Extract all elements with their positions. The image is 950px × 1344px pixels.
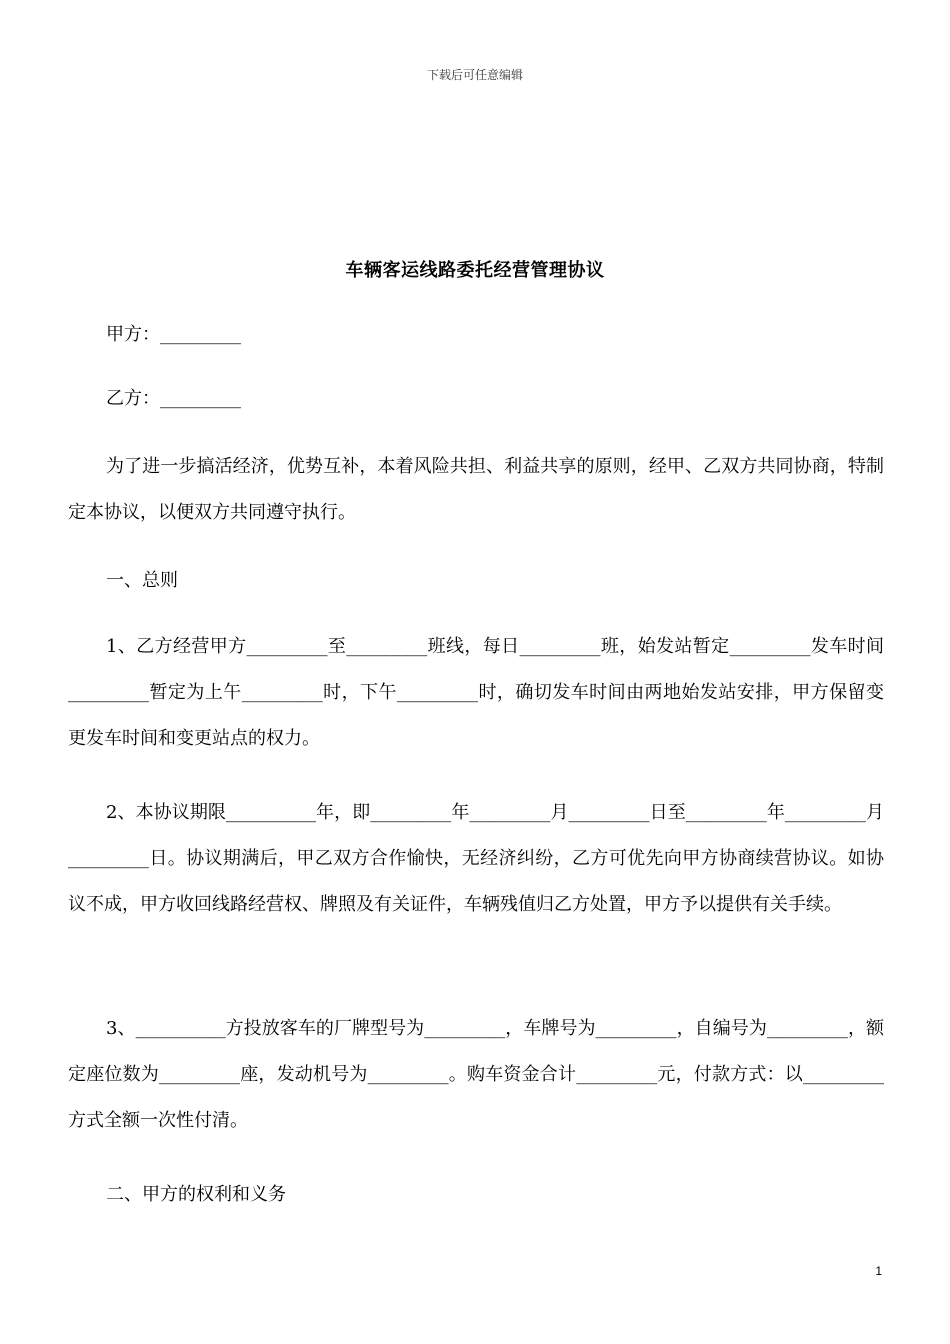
document-title: 车辆客运线路委托经营管理协议 bbox=[345, 260, 605, 281]
clause-2-paragraph: 2、本协议期限__________年，即_________年_________月_________日至_________年_________月_________日。协议期满后，甲乙双方合作愉快，无经济纠纷，乙方可优先向甲方协商续营协议。如协议不成，甲方收回线路经营权、牌照及有关证件，车辆残值归乙方处置，甲方予以提供有关手续。 bbox=[68, 802, 884, 915]
section-2-heading: 二、甲方的权利和义务 bbox=[106, 1184, 286, 1205]
header-note: 下载后可任意编辑 bbox=[426, 68, 523, 82]
party-b-line: 乙方：_________ bbox=[106, 388, 241, 409]
party-a-line: 甲方：_________ bbox=[106, 324, 241, 345]
clause-3-paragraph: 3、__________方投放客车的厂牌型号为_________，车牌号为_________，自编号为_________，额定座位数为_________座，发动机号为_________。购车资金合计_________元，付款方式：以_________方式全额一次性付清。 bbox=[68, 1018, 884, 1131]
clause-1-paragraph: 1、乙方经营甲方_________至_________班线，每日_________班，始发站暂定_________发车时间_________暂定为上午_________时，下午_________时，确切发车时间由两地始发站安排，甲方保留变更发车时间和变更站点的权力。 bbox=[68, 636, 884, 749]
section-1-heading: 一、总则 bbox=[106, 570, 178, 591]
preamble-paragraph: 为了进一步搞活经济，优势互补，本着风险共担、利益共享的原则，经甲、乙双方共同协商，特制定本协议，以便双方共同遵守执行。 bbox=[68, 456, 884, 523]
page-number: 1 bbox=[875, 1264, 882, 1278]
